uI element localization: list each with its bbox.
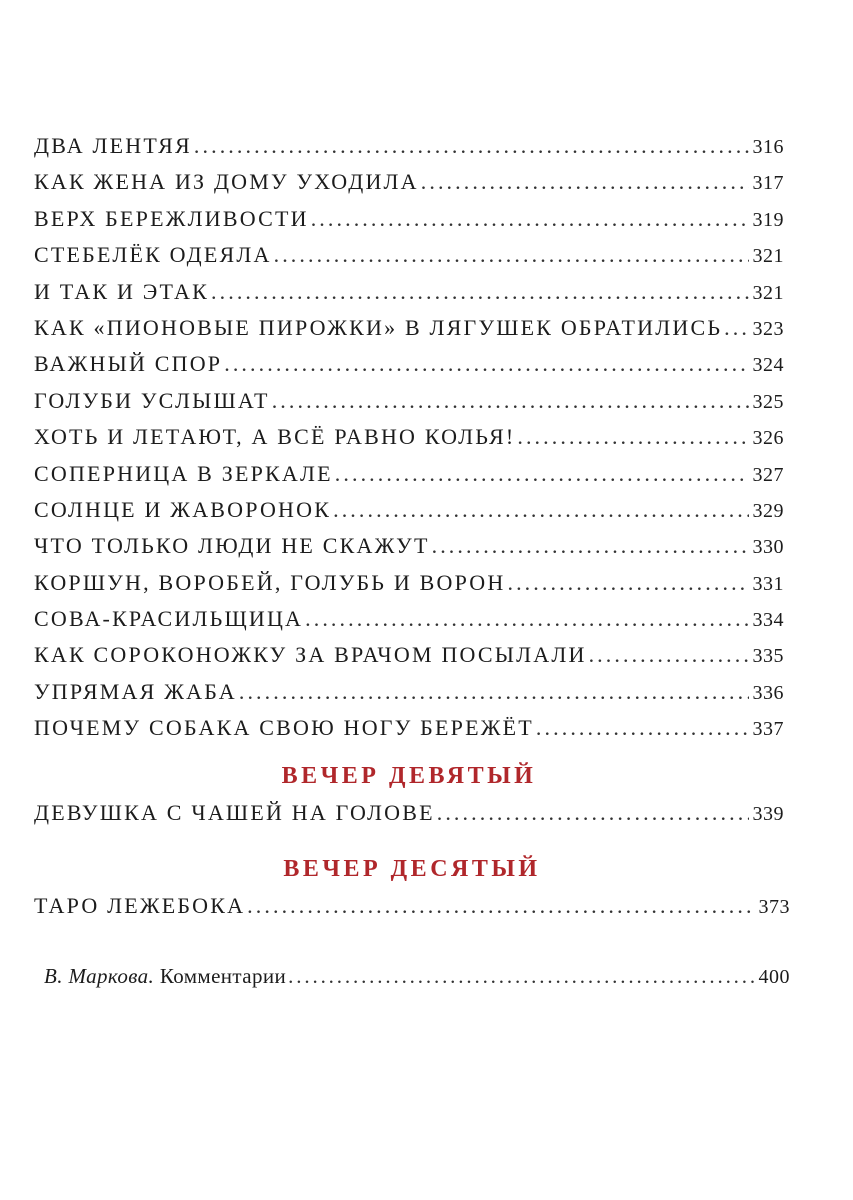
toc-entry-title: ПОЧЕМУ СОБАКА СВОЮ НОГУ БЕРЕЖЁТ (34, 715, 534, 741)
toc-entry (34, 715, 784, 751)
toc-entry-page: 337 (752, 718, 784, 741)
toc-entry-page: 327 (752, 463, 784, 486)
toc-entry-page: 329 (752, 499, 784, 522)
toc-entry-page: 325 (752, 390, 784, 413)
toc-list (34, 133, 784, 752)
toc-entry-page: 317 (752, 172, 784, 195)
dot-leader (517, 424, 748, 450)
section-evening-ten (34, 849, 790, 929)
commentary-title: Комментарии (159, 964, 287, 988)
toc-entry-title: СТЕБЕЛЁК ОДЕЯЛА (34, 242, 272, 268)
toc-entry-title: КАК «ПИОНОВЫЕ ПИРОЖКИ» В ЛЯГУШЕК ОБРАТИЛИСЬ (34, 314, 723, 340)
toc-entry-page: 336 (752, 681, 784, 704)
toc-entry-page: 316 (752, 136, 784, 158)
toc-entry (34, 533, 784, 569)
dot-leader (224, 351, 748, 377)
toc-entry-title: СОПЕРНИЦА В ЗЕРКАЛЕ (34, 460, 333, 486)
toc-entry-title: СОВА-КРАСИЛЬЩИЦА (34, 606, 304, 632)
dot-leader (211, 279, 748, 305)
dot-leader (239, 679, 749, 705)
toc-entry (34, 642, 784, 678)
toc-entry-page: 319 (752, 208, 784, 231)
toc-entry (34, 606, 784, 642)
toc-entry (34, 570, 784, 606)
toc-entry-page: 330 (752, 536, 784, 559)
commentary-author: В. Маркова. (44, 964, 155, 988)
toc-entry (34, 206, 784, 242)
dot-leader (272, 388, 749, 414)
dot-leader (507, 570, 748, 596)
toc-entry-title: И ТАК И ЭТАК (34, 278, 210, 304)
toc-entry-page: 326 (752, 427, 784, 450)
dot-leader (724, 315, 748, 341)
toc-entry (34, 497, 784, 533)
toc-entry (34, 679, 784, 715)
toc-entry (34, 315, 784, 351)
dot-leader (437, 800, 749, 826)
section-evening-nine (34, 756, 784, 836)
toc-entry-title: КАК СОРОКОНОЖКУ ЗА ВРАЧОМ ПОСЫЛАЛИ (34, 642, 587, 668)
dot-leader (288, 964, 754, 989)
toc-entry (34, 424, 784, 460)
toc-entry-page: 321 (752, 281, 784, 304)
toc-entry-title: СОЛНЦЕ И ЖАВОРОНОК (34, 496, 332, 522)
section-heading: ВЕЧЕР ДЕВЯТЫЙ (281, 763, 537, 789)
toc-entry-title: ВЕРХ БЕРЕЖЛИВОСТИ (34, 205, 309, 231)
toc-entry (34, 800, 784, 836)
toc-entry-page: 334 (752, 609, 784, 632)
toc-entry-page: 331 (752, 572, 784, 595)
toc-entry (34, 893, 790, 929)
dot-leader (305, 606, 748, 632)
dot-leader (194, 133, 749, 159)
commentary-entry (44, 964, 790, 1000)
toc-entry (34, 133, 784, 169)
toc-entry-title: ЧТО ТОЛЬКО ЛЮДИ НЕ СКАЖУТ (34, 533, 430, 559)
toc-entry (34, 351, 784, 387)
toc-entry (34, 169, 784, 205)
toc-entry-page: 400 (758, 966, 790, 988)
toc-entry-title: ДВА ЛЕНТЯЯ (34, 133, 192, 158)
toc-entry-page: 373 (758, 896, 790, 918)
toc-entry (34, 279, 784, 315)
toc-entry (34, 388, 784, 424)
toc-entry-title: ВАЖНЫЙ СПОР (34, 351, 223, 377)
dot-leader (247, 893, 754, 919)
toc-entry-title (44, 964, 286, 989)
toc-entry-title: ТАРО ЛЕЖЕБОКА (34, 893, 246, 918)
toc-entry (44, 964, 790, 1000)
dot-leader (333, 497, 748, 523)
toc-entry-page: 335 (752, 645, 784, 668)
dot-leader (536, 715, 749, 741)
dot-leader (589, 642, 749, 668)
toc-entry-page: 321 (752, 245, 784, 268)
dot-leader (421, 169, 749, 195)
dot-leader (432, 533, 749, 559)
toc-entry-page: 339 (752, 803, 784, 825)
dot-leader (335, 461, 749, 487)
toc-entry (34, 461, 784, 497)
toc-entry-title: УПРЯМАЯ ЖАБА (34, 678, 237, 704)
dot-leader (274, 242, 749, 268)
toc-entry (34, 242, 784, 278)
toc-entry-title: КАК ЖЕНА ИЗ ДОМУ УХОДИЛА (34, 169, 419, 195)
toc-entry-page: 324 (752, 354, 784, 377)
toc-entry-page: 323 (752, 317, 784, 340)
dot-leader (311, 206, 749, 232)
section-heading: ВЕЧЕР ДЕСЯТЫЙ (283, 856, 541, 882)
toc-entry-title: ДЕВУШКА С ЧАШЕЙ НА ГОЛОВЕ (34, 800, 435, 825)
toc-entry-title: ХОТЬ И ЛЕТАЮТ, А ВСЁ РАВНО КОЛЬЯ! (34, 424, 516, 450)
toc-entry-title: ГОЛУБИ УСЛЫШАТ (34, 387, 270, 413)
toc-entry-title: КОРШУН, ВОРОБЕЙ, ГОЛУБЬ И ВОРОН (34, 569, 506, 595)
